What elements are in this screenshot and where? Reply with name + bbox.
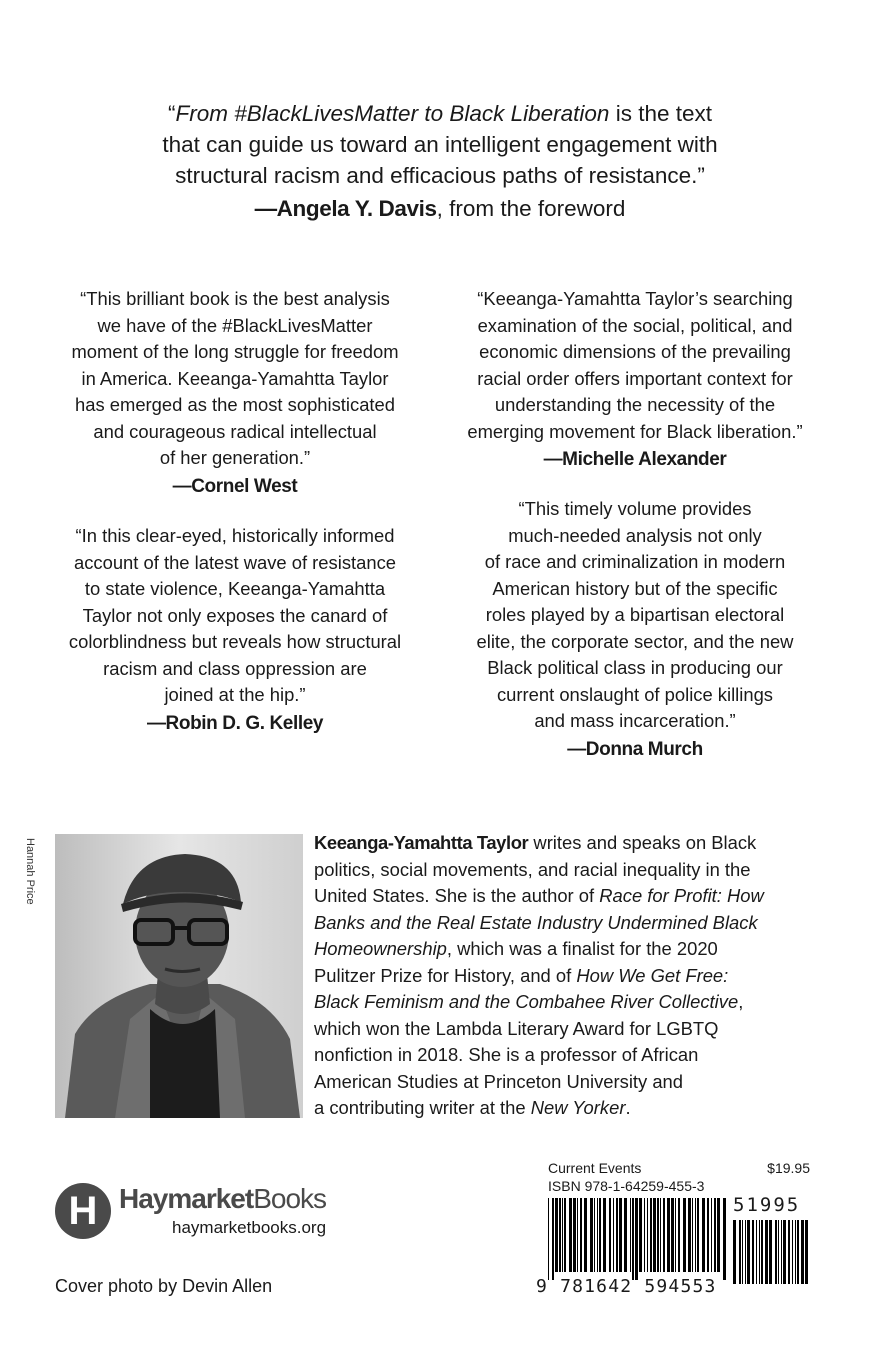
attribution-name: —Angela Y. Davis <box>254 196 437 221</box>
author-name: Keeanga-Yamahtta Taylor <box>314 832 529 853</box>
barcode-bar <box>660 1198 661 1272</box>
blurb-line: economic dimensions of the prevailing <box>479 341 791 362</box>
book-title: Homeownership <box>314 938 447 959</box>
cover-photo-credit: Cover photo by Devin Allen <box>55 1276 273 1296</box>
featured-quote-line-1 <box>90 98 790 129</box>
blurb-line: “This brilliant book is the best analysis <box>80 288 390 309</box>
barcode-bar <box>616 1198 618 1272</box>
barcode-bar <box>697 1198 699 1272</box>
barcode-bar <box>650 1198 652 1272</box>
blurb-line: to state violence, Keeanga-Yamahtta <box>84 578 386 599</box>
barcode-bar <box>742 1220 743 1284</box>
price-code-digits: 51995 <box>733 1194 801 1216</box>
barcode-bar <box>577 1198 578 1272</box>
blurb-attribution: —Michelle Alexander <box>543 449 727 470</box>
blurb-line: joined at the hip.” <box>164 684 306 705</box>
book-title: Banks and the Real Estate Industry Undermined Black <box>314 911 758 933</box>
quote-text: is the text <box>609 101 712 126</box>
bio-line <box>314 1095 834 1122</box>
barcode-bar <box>584 1198 587 1272</box>
open-quote: “ <box>168 101 176 126</box>
blurb-line: examination of the social, political, and <box>477 314 793 336</box>
barcode-bar <box>562 1198 563 1272</box>
blurb-line: we have of the #BlackLivesMatter <box>97 314 373 336</box>
barcode-bar <box>752 1220 754 1284</box>
barcode-bar <box>644 1198 645 1272</box>
barcode-bar <box>609 1198 611 1272</box>
publisher-logo <box>55 1183 326 1239</box>
bio-line <box>314 989 834 1016</box>
blurb-line: Taylor not only exposes the canard of <box>82 604 388 626</box>
barcode-bar <box>745 1220 746 1284</box>
barcode-bar <box>714 1198 716 1272</box>
featured-quote-line-2: that can guide us toward an intelligent engagement with <box>162 132 718 157</box>
book-title: Race for Profit: How <box>599 885 764 906</box>
blurb-line: racism and class oppression are <box>103 657 367 679</box>
blurb-line: understanding the necessity of the <box>494 394 776 415</box>
barcode-bar <box>675 1198 676 1272</box>
bio-line <box>314 910 834 937</box>
barcode-bar <box>759 1220 760 1284</box>
bio-line: American Studies at Princeton University and <box>314 1070 684 1092</box>
blurb-robin-kelley <box>40 523 430 737</box>
barcode-bar <box>717 1198 720 1272</box>
ean-digits: 9 781642 594553 <box>536 1276 717 1297</box>
blurb-line: colorblindness but reveals how structural <box>68 631 402 652</box>
bio-text: , <box>738 991 744 1012</box>
blurb-line: emerging movement for Black liberation.” <box>467 420 803 442</box>
bio-line: which won the Lambda Literary Award for LGBTQ <box>314 1017 719 1039</box>
barcode-bar <box>797 1220 799 1284</box>
blurb-michelle-alexander <box>440 286 830 474</box>
barcode-bar <box>597 1198 598 1272</box>
barcode-bar <box>801 1220 804 1284</box>
bio-line <box>314 883 834 910</box>
barcode-bar <box>564 1198 566 1272</box>
barcode-bar <box>688 1198 691 1272</box>
barcode-bar <box>663 1198 665 1272</box>
publisher-url: haymarketbooks.org <box>172 1218 327 1237</box>
book-price: $19.95 <box>767 1160 810 1176</box>
blurb-line: has emerged as the most sophisticated <box>75 394 395 415</box>
ean-barcode <box>548 1198 726 1280</box>
blurb-line: roles played by a bipartisan electoral <box>485 604 785 625</box>
barcode-bar <box>624 1198 627 1272</box>
featured-quote <box>90 98 790 224</box>
photo-credit: Hannah Price <box>24 838 36 905</box>
book-title: Black Feminism and the Combahee River Collective <box>314 991 739 1012</box>
blurb-line: of race and criminalization in modern <box>484 551 786 572</box>
barcode-bar <box>590 1198 593 1272</box>
barcode-bar <box>573 1198 576 1272</box>
barcode-bar <box>692 1198 693 1272</box>
barcode-bar <box>702 1198 705 1272</box>
barcode-bar <box>707 1198 709 1272</box>
barcode-bar <box>667 1198 670 1272</box>
author-portrait-illustration <box>55 834 303 1118</box>
barcode-bar <box>594 1198 595 1272</box>
blurb-donna-murch <box>440 496 830 763</box>
barcode-bar <box>632 1198 634 1280</box>
barcode-bar <box>739 1220 741 1284</box>
barcode-bar <box>630 1198 631 1272</box>
publication-title: New Yorker <box>530 1097 626 1118</box>
barcode-bar <box>788 1220 790 1284</box>
blurb-line: of her generation.” <box>159 447 311 468</box>
barcode-bar <box>781 1220 782 1284</box>
attribution-note: , from the foreword <box>436 196 626 221</box>
barcode-bar <box>603 1198 606 1272</box>
featured-quote-attribution <box>90 193 790 224</box>
logo-letter: H <box>68 1188 98 1233</box>
barcode-bar <box>756 1220 757 1284</box>
barcode-bar <box>783 1220 786 1284</box>
barcode-bar <box>559 1198 561 1272</box>
barcode-bar <box>795 1220 796 1284</box>
barcode-block <box>536 1160 818 1303</box>
publisher-name <box>119 1184 326 1214</box>
barcode-bar <box>695 1198 696 1272</box>
barcode-bar <box>761 1220 763 1284</box>
barcode-bar <box>635 1198 638 1280</box>
bio-line <box>314 936 834 963</box>
bio-text: writes and speaks on Black <box>528 832 757 853</box>
barcode-bar <box>733 1220 736 1284</box>
barcode-bar <box>775 1220 777 1284</box>
blurb-line: and mass incarceration.” <box>534 710 736 731</box>
bio-text: United States. She is the author of <box>314 885 600 906</box>
blurb-line: elite, the corporate sector, and the new <box>476 630 794 652</box>
barcode-bar <box>599 1198 601 1272</box>
barcode-bar <box>678 1198 680 1272</box>
bio-text: , which was a finalist for the 2020 <box>446 938 718 959</box>
blurb-line: in America. Keeanga-Yamahtta Taylor <box>81 367 389 389</box>
blurb-line: moment of the long struggle for freedom <box>71 341 399 362</box>
barcode-bar <box>552 1198 554 1280</box>
blurb-line: “In this clear-eyed, historically informed <box>75 525 395 546</box>
blurb-line: current onslaught of police killings <box>496 683 773 705</box>
bio-line <box>314 963 834 990</box>
barcode-bar <box>555 1198 558 1272</box>
blurb-line: “This timely volume provides <box>518 498 752 519</box>
blurb-line: “Keeanga-Yamahtta Taylor’s searching <box>477 288 793 309</box>
barcode-bar <box>805 1220 808 1284</box>
blurb-line: and courageous radical intellectual <box>93 420 377 442</box>
blurb-attribution: —Donna Murch <box>567 738 703 760</box>
barcode-bar <box>769 1220 772 1284</box>
barcode-bar <box>711 1198 712 1272</box>
barcode-bar <box>683 1198 686 1272</box>
barcode-bar <box>613 1198 614 1272</box>
blurb-line: American history but of the specific <box>492 577 778 599</box>
publisher-name-part1: Haymarket <box>119 1183 254 1214</box>
blurb-cornel-west <box>40 286 430 500</box>
haymarket-h-icon <box>55 1183 111 1239</box>
book-category: Current Events <box>548 1160 642 1176</box>
publisher-name-part2: Books <box>253 1183 327 1214</box>
barcode-bar <box>747 1220 750 1284</box>
barcode-bar <box>619 1198 622 1272</box>
author-bio <box>314 830 834 1122</box>
barcode-bar <box>639 1198 642 1272</box>
featured-quote-line-3: structural racism and efficacious paths of resistance.” <box>175 163 705 188</box>
barcode-bar <box>569 1198 572 1272</box>
barcode-bar <box>548 1198 549 1280</box>
barcode-bar <box>723 1198 726 1280</box>
barcode-header <box>548 1160 810 1176</box>
barcode-bar <box>765 1220 768 1284</box>
barcode-bar <box>792 1220 793 1284</box>
blurb-line: Black political class in producing our <box>487 657 783 678</box>
barcode-bar <box>580 1198 582 1272</box>
author-photo <box>55 834 303 1118</box>
barcode-bar <box>671 1198 674 1272</box>
blurb-line: racial order offers important context for <box>477 367 793 389</box>
blurb-attribution: —Robin D. G. Kelley <box>146 712 324 734</box>
blurb-line: account of the latest wave of resistance <box>73 551 397 573</box>
bio-text: . <box>625 1097 631 1118</box>
isbn-label: ISBN 978-1-64259-455-3 <box>548 1178 705 1194</box>
book-title: How We Get Free: <box>576 964 729 986</box>
bio-text: Pulitzer Prize for History, and of <box>314 964 577 986</box>
bio-line <box>314 830 834 857</box>
book-title: From #BlackLivesMatter to Black Liberation <box>175 101 610 126</box>
barcode-bar <box>647 1198 648 1272</box>
barcode-bar <box>653 1198 656 1272</box>
bio-text: a contributing writer at the <box>314 1097 531 1118</box>
bio-line: nonfiction in 2018. She is a professor of African <box>314 1044 699 1065</box>
barcode-bar <box>778 1220 779 1284</box>
blurb-attribution: —Cornel West <box>172 475 298 497</box>
bio-line: politics, social movements, and racial inequality in the <box>314 858 751 880</box>
blurb-line: much-needed analysis not only <box>508 524 762 546</box>
barcode-bar <box>657 1198 659 1272</box>
price-barcode <box>733 1220 813 1292</box>
